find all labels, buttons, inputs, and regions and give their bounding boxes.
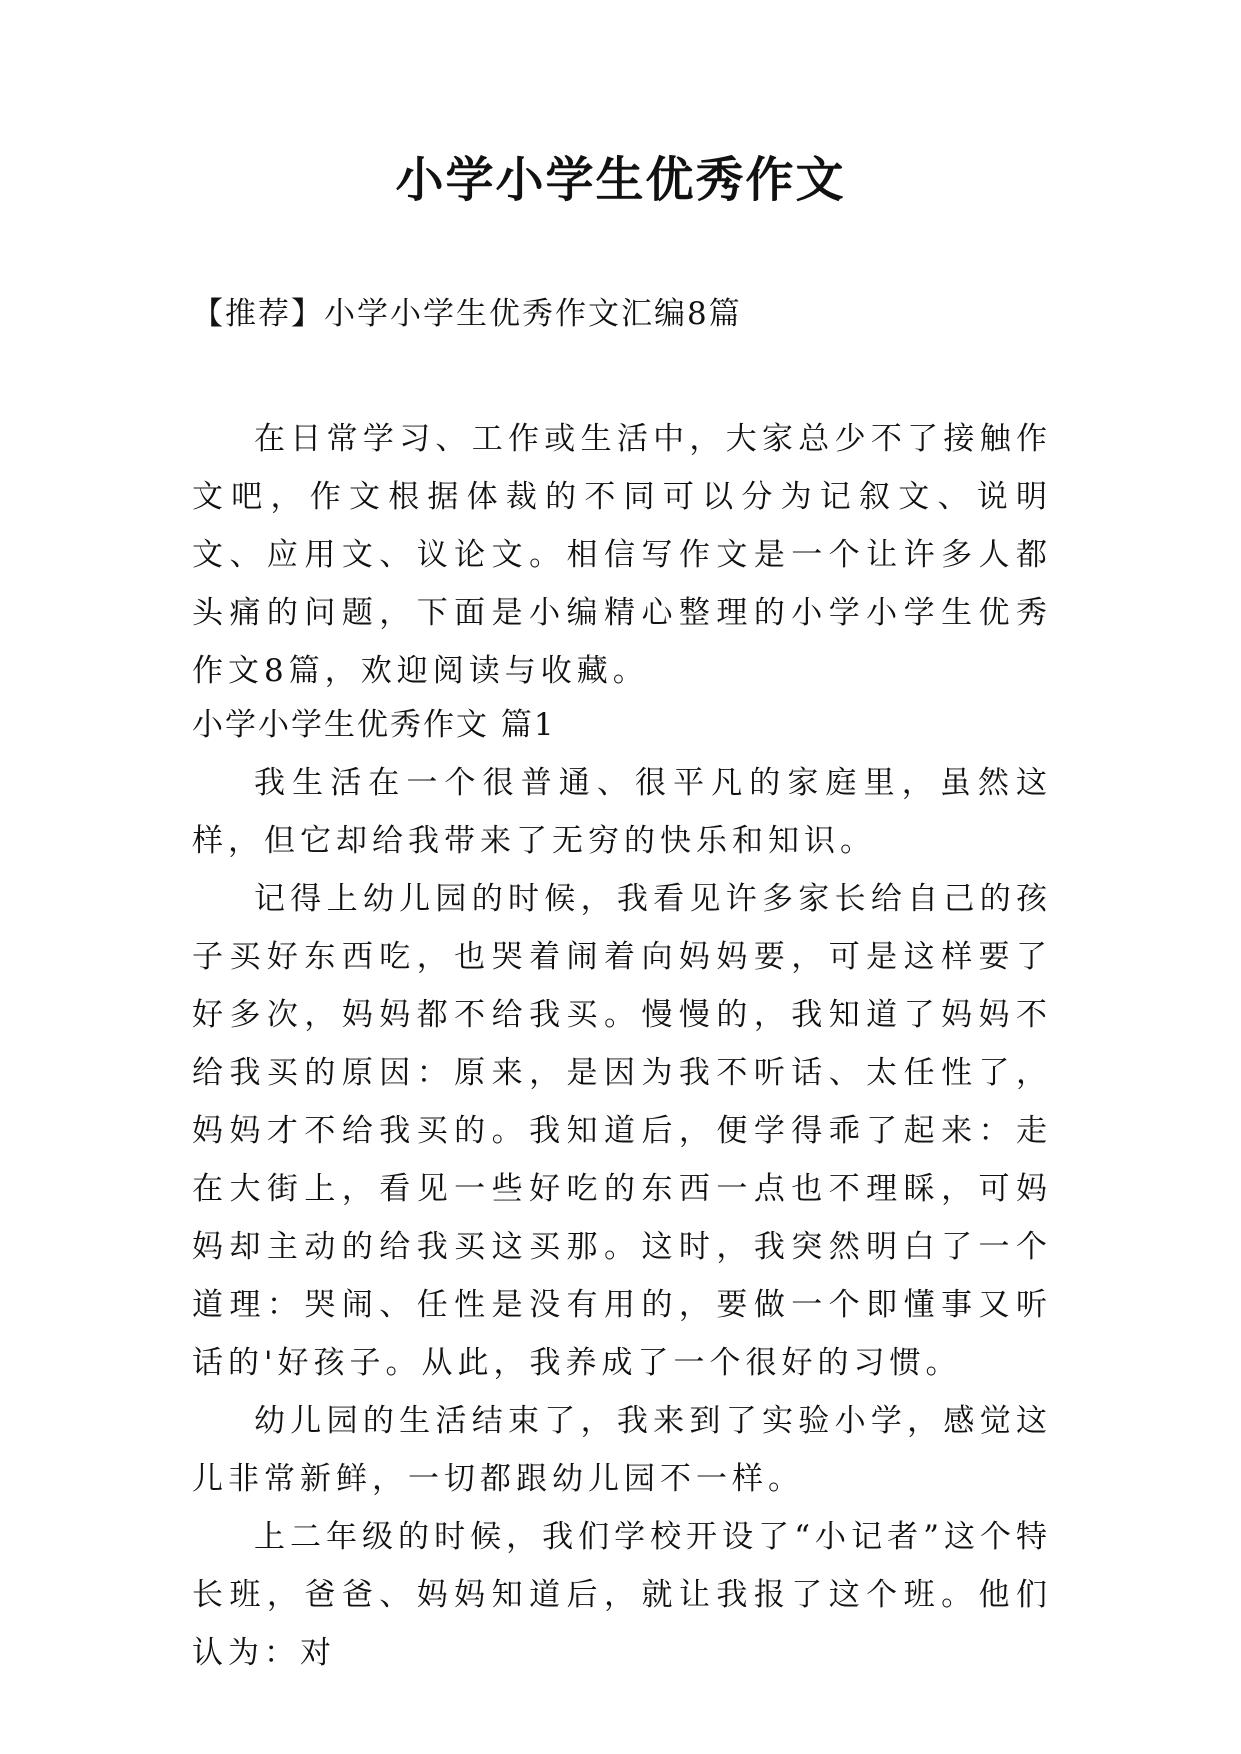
document-title: 小学小学生优秀作文 [395, 152, 846, 208]
section-heading: 小学小学生优秀作文 篇1 [192, 707, 556, 743]
body-paragraph: 我生活在一个很普通、很平凡的家庭里，虽然这样，但它却给我带来了无穷的快乐和知识。 [192, 765, 1052, 859]
intro-paragraph: 在日常学习、工作或生活中，大家总少不了接触作文吧，作文根据体裁的不同可以分为记叙文、说明文、应用文、议论文。相信写作文是一个让许多人都头痛的问题，下面是小编精心整理的小学小学生优秀作文8篇，欢迎阅读与收藏。 [192, 421, 1052, 689]
body-paragraph: 上二年级的时候，我们学校开设了“小记者”这个特长班，爸爸、妈妈知道后，就让我报了这个班。他们认为：对 [192, 1519, 1052, 1671]
essay-section [192, 696, 1052, 1682]
intro-section [192, 410, 1052, 700]
body-paragraph: 幼儿园的生活结束了，我来到了实验小学，感觉这儿非常新鲜，一切都跟幼儿园不一样。 [192, 1403, 1052, 1497]
document-subtitle: 【推荐】小学小学生优秀作文汇编8篇 [192, 296, 742, 332]
body-paragraph: 记得上幼儿园的时候，我看见许多家长给自己的孩子买好东西吃，也哭着闹着向妈妈要，可是这样要了好多次，妈妈都不给我买。慢慢的，我知道了妈妈不给我买的原因：原来，是因为我不听话、太任性了，妈妈才不给我买的。我知道后，便学得乖了起来：走在大街上，看见一些好吃的东西一点也不理睬，可妈妈却主动的给我买这买那。这时，我突然明白了一个道理：哭闹、任性是没有用的，要做一个即懂事又听话的'好孩子。从此，我养成了一个很好的习惯。 [192, 881, 1052, 1381]
